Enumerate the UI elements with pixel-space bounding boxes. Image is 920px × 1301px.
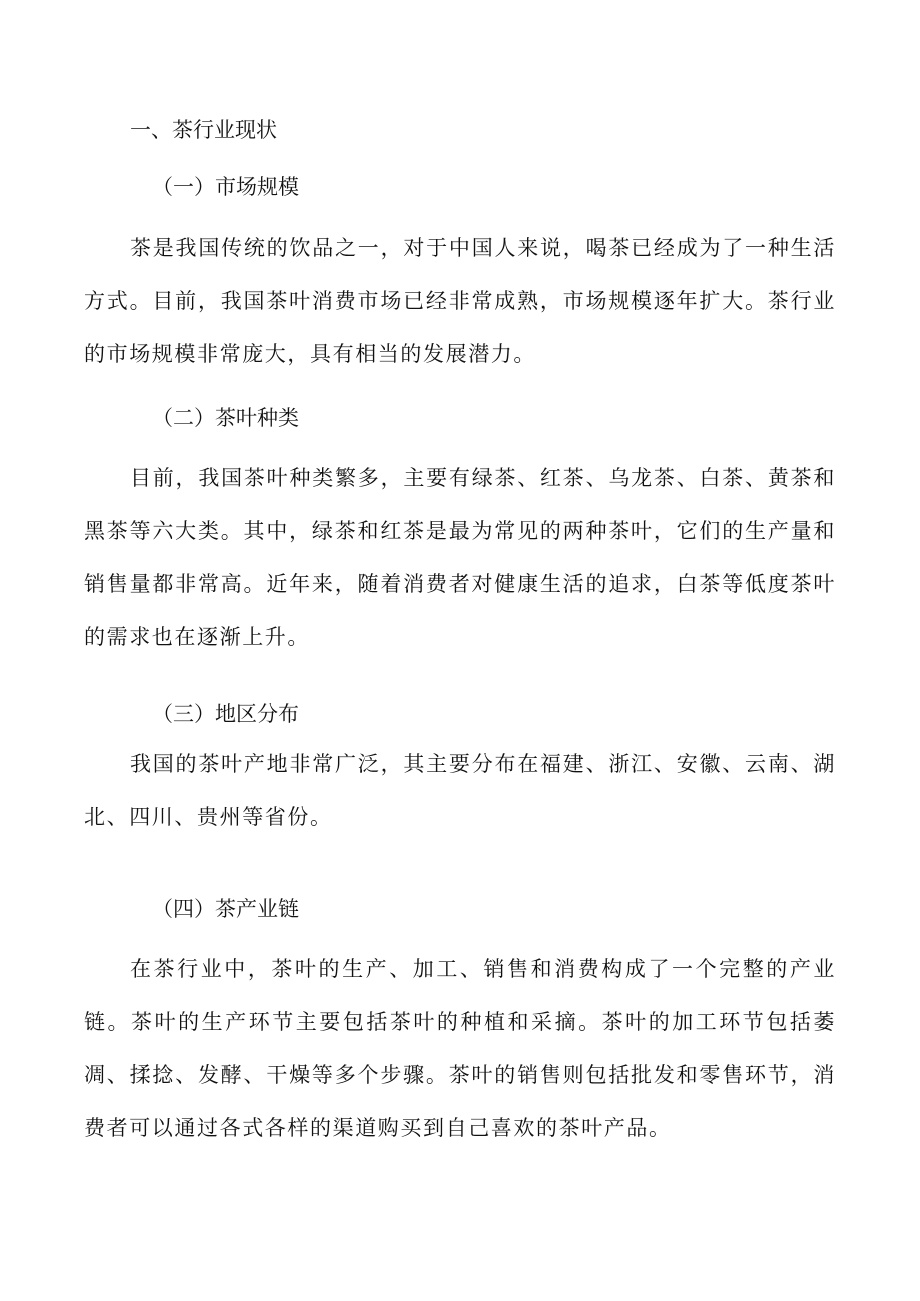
- paragraph-market-size: 茶是我国传统的饮品之一，对于中国人来说，喝茶已经成为了一种生活方式。目前，我国茶叶消费市场已经非常成熟，市场规模逐年扩大。茶行业的市场规模非常庞大，具有相当的发展潜力。: [84, 236, 836, 366]
- paragraph-region-distribution: 我国的茶叶产地非常广泛，其主要分布在福建、浙江、安徽、云南、湖北、四川、贵州等省份。: [84, 752, 836, 829]
- subsection-heading-tea-types: （二）茶叶种类: [152, 406, 299, 430]
- subsection-heading-market-size: （一）市场规模: [152, 175, 299, 199]
- paragraph-industry-chain: 在茶行业中，茶叶的生产、加工、销售和消费构成了一个完整的产业链。茶叶的生产环节主要包括茶叶的种植和采摘。茶叶的加工环节包括萎凋、揉捻、发酵、干燥等多个步骤。茶叶的销售则包括批发和零售环节，消费者可以通过各式各样的渠道购买到自己喜欢的茶叶产品。: [84, 957, 836, 1140]
- section-title: 一、茶行业现状: [130, 118, 277, 142]
- subsection-heading-region-distribution: （三）地区分布: [152, 702, 299, 726]
- subsection-heading-industry-chain: （四）茶产业链: [152, 897, 299, 921]
- paragraph-tea-types: 目前，我国茶叶种类繁多，主要有绿茶、红茶、乌龙茶、白茶、黄茶和黑茶等六大类。其中，绿茶和红茶是最为常见的两种茶叶，它们的生产量和销售量都非常高。近年来，随着消费者对健康生活的追求，白茶等低度茶叶的需求也在逐渐上升。: [84, 466, 836, 649]
